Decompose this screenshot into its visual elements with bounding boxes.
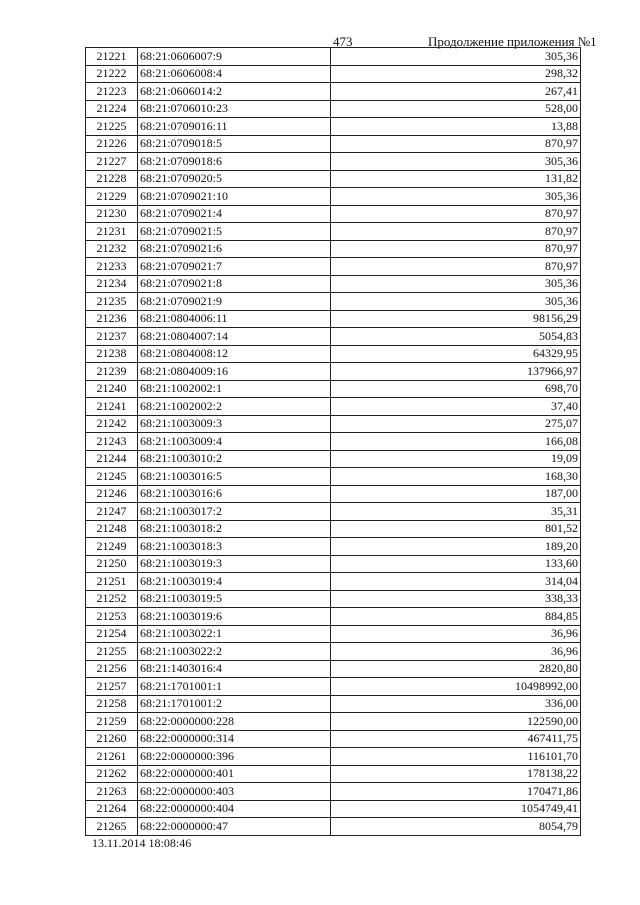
cadastral-number-cell: 68:21:0606014:2	[138, 83, 331, 101]
row-number-cell: 21227	[86, 153, 138, 171]
table-row	[86, 695, 581, 713]
row-number-cell: 21234	[86, 275, 138, 293]
cadastral-number-cell: 68:21:0804009:16	[138, 363, 331, 381]
row-number-cell: 21235	[86, 293, 138, 311]
row-number-cell: 21256	[86, 660, 138, 678]
cadastral-number-cell: 68:21:1002002:2	[138, 398, 331, 416]
table-row	[86, 345, 581, 363]
page-number: 473	[333, 34, 353, 49]
cadastral-number-cell: 68:22:0000000:401	[138, 765, 331, 783]
row-number-cell: 21260	[86, 730, 138, 748]
cadastral-number-cell: 68:22:0000000:404	[138, 800, 331, 818]
value-cell: 467411,75	[331, 730, 581, 748]
table-row	[86, 800, 581, 818]
table-row	[86, 643, 581, 661]
value-cell: 698,70	[331, 380, 581, 398]
value-cell: 298,32	[331, 65, 581, 83]
value-cell: 131,82	[331, 170, 581, 188]
value-cell: 870,97	[331, 223, 581, 241]
value-cell: 13,88	[331, 118, 581, 136]
cadastral-number-cell: 68:21:1003016:6	[138, 485, 331, 503]
value-cell: 36,96	[331, 643, 581, 661]
value-cell: 870,97	[331, 205, 581, 223]
value-cell: 305,36	[331, 48, 581, 66]
value-cell: 35,31	[331, 503, 581, 521]
row-number-cell: 21246	[86, 485, 138, 503]
cadastral-number-cell: 68:21:1003019:5	[138, 590, 331, 608]
table-row	[86, 380, 581, 398]
cadastral-number-cell: 68:21:0804007:14	[138, 328, 331, 346]
cadastral-number-cell: 68:21:1003009:3	[138, 415, 331, 433]
row-number-cell: 21245	[86, 468, 138, 486]
row-number-cell: 21224	[86, 100, 138, 118]
row-number-cell: 21237	[86, 328, 138, 346]
table-row	[86, 65, 581, 83]
row-number-cell: 21238	[86, 345, 138, 363]
cadastral-number-cell: 68:22:0000000:396	[138, 748, 331, 766]
row-number-cell: 21244	[86, 450, 138, 468]
row-number-cell: 21255	[86, 643, 138, 661]
cadastral-number-cell: 68:21:1003017:2	[138, 503, 331, 521]
value-cell: 870,97	[331, 240, 581, 258]
cadastral-number-cell: 68:21:1701001:2	[138, 695, 331, 713]
row-number-cell: 21225	[86, 118, 138, 136]
cadastral-number-cell: 68:21:0709021:5	[138, 223, 331, 241]
row-number-cell: 21230	[86, 205, 138, 223]
cadastral-number-cell: 68:21:0709021:6	[138, 240, 331, 258]
cadastral-number-cell: 68:21:0709016:11	[138, 118, 331, 136]
row-number-cell: 21252	[86, 590, 138, 608]
cadastral-number-cell: 68:21:1003022:2	[138, 643, 331, 661]
cadastral-number-cell: 68:21:0709021:9	[138, 293, 331, 311]
row-number-cell: 21229	[86, 188, 138, 206]
row-number-cell: 21257	[86, 678, 138, 696]
value-cell: 189,20	[331, 538, 581, 556]
row-number-cell: 21236	[86, 310, 138, 328]
cadastral-number-cell: 68:21:1002002:1	[138, 380, 331, 398]
cadastral-number-cell: 68:21:1003010:2	[138, 450, 331, 468]
value-cell: 336,00	[331, 695, 581, 713]
table-row	[86, 748, 581, 766]
value-cell: 19,09	[331, 450, 581, 468]
row-number-cell: 21261	[86, 748, 138, 766]
cadastral-number-cell: 68:21:1003018:3	[138, 538, 331, 556]
row-number-cell: 21253	[86, 608, 138, 626]
table-row	[86, 783, 581, 801]
value-cell: 1054749,41	[331, 800, 581, 818]
row-number-cell: 21251	[86, 573, 138, 591]
cadastral-number-cell: 68:21:0709021:10	[138, 188, 331, 206]
row-number-cell: 21231	[86, 223, 138, 241]
table-row	[86, 468, 581, 486]
table-row	[86, 818, 581, 836]
value-cell: 98156,29	[331, 310, 581, 328]
appendix-continuation-note: Продолжение приложения №1	[428, 34, 597, 49]
value-cell: 870,97	[331, 258, 581, 276]
value-cell: 314,04	[331, 573, 581, 591]
row-number-cell: 21240	[86, 380, 138, 398]
cadastral-number-cell: 68:21:0709018:5	[138, 135, 331, 153]
table-row	[86, 328, 581, 346]
cadastral-number-cell: 68:21:1403016:4	[138, 660, 331, 678]
row-number-cell: 21259	[86, 713, 138, 731]
value-cell: 305,36	[331, 275, 581, 293]
row-number-cell: 21226	[86, 135, 138, 153]
cadastral-number-cell: 68:21:0606007:9	[138, 48, 331, 66]
value-cell: 305,36	[331, 188, 581, 206]
table-row	[86, 520, 581, 538]
cadastral-number-cell: 68:21:1003019:6	[138, 608, 331, 626]
value-cell: 168,30	[331, 468, 581, 486]
row-number-cell: 21241	[86, 398, 138, 416]
table-row	[86, 153, 581, 171]
cadastral-number-cell: 68:21:0709018:6	[138, 153, 331, 171]
cadastral-number-cell: 68:21:1003016:5	[138, 468, 331, 486]
value-cell: 116101,70	[331, 748, 581, 766]
value-cell: 8054,79	[331, 818, 581, 836]
table-row	[86, 170, 581, 188]
value-cell: 305,36	[331, 153, 581, 171]
cadastral-number-cell: 68:22:0000000:47	[138, 818, 331, 836]
value-cell: 884,85	[331, 608, 581, 626]
value-cell: 37,40	[331, 398, 581, 416]
table-row	[86, 503, 581, 521]
value-cell: 170471,86	[331, 783, 581, 801]
row-number-cell: 21222	[86, 65, 138, 83]
cadastral-number-cell: 68:21:1003019:4	[138, 573, 331, 591]
table-row	[86, 765, 581, 783]
row-number-cell: 21228	[86, 170, 138, 188]
cadastral-number-cell: 68:21:0709021:4	[138, 205, 331, 223]
value-cell: 166,08	[331, 433, 581, 451]
table-row	[86, 555, 581, 573]
cadastral-number-cell: 68:21:1003009:4	[138, 433, 331, 451]
value-cell: 5054,83	[331, 328, 581, 346]
table-row	[86, 660, 581, 678]
table-row	[86, 100, 581, 118]
cadastral-number-cell: 68:21:0804008:12	[138, 345, 331, 363]
row-number-cell: 21239	[86, 363, 138, 381]
table-row	[86, 678, 581, 696]
cadastral-number-cell: 68:21:0709021:8	[138, 275, 331, 293]
value-cell: 801,52	[331, 520, 581, 538]
table-row	[86, 223, 581, 241]
table-row	[86, 713, 581, 731]
value-cell: 133,60	[331, 555, 581, 573]
value-cell: 305,36	[331, 293, 581, 311]
table-row	[86, 730, 581, 748]
row-number-cell: 21263	[86, 783, 138, 801]
row-number-cell: 21221	[86, 48, 138, 66]
table-row	[86, 135, 581, 153]
cadastral-number-cell: 68:22:0000000:314	[138, 730, 331, 748]
row-number-cell: 21243	[86, 433, 138, 451]
row-number-cell: 21232	[86, 240, 138, 258]
value-cell: 338,33	[331, 590, 581, 608]
row-number-cell: 21258	[86, 695, 138, 713]
register-table-body	[86, 48, 581, 836]
row-number-cell: 21247	[86, 503, 138, 521]
table-row	[86, 310, 581, 328]
cadastral-number-cell: 68:21:1003018:2	[138, 520, 331, 538]
cadastral-number-cell: 68:21:0709021:7	[138, 258, 331, 276]
table-row	[86, 48, 581, 66]
cadastral-number-cell: 68:21:0706010:23	[138, 100, 331, 118]
cadastral-number-cell: 68:21:0606008:4	[138, 65, 331, 83]
value-cell: 10498992,00	[331, 678, 581, 696]
table-row	[86, 433, 581, 451]
table-row	[86, 485, 581, 503]
table-row	[86, 538, 581, 556]
table-row	[86, 258, 581, 276]
table-row	[86, 205, 581, 223]
row-number-cell: 21265	[86, 818, 138, 836]
cadastral-number-cell: 68:21:0709020:5	[138, 170, 331, 188]
print-timestamp: 13.11.2014 18:08:46	[92, 836, 192, 850]
cadastral-number-cell: 68:22:0000000:228	[138, 713, 331, 731]
table-row	[86, 240, 581, 258]
value-cell: 528,00	[331, 100, 581, 118]
value-cell: 187,00	[331, 485, 581, 503]
value-cell: 275,07	[331, 415, 581, 433]
value-cell: 122590,00	[331, 713, 581, 731]
cadastral-number-cell: 68:21:1701001:1	[138, 678, 331, 696]
table-row	[86, 118, 581, 136]
table-row	[86, 363, 581, 381]
table-row	[86, 450, 581, 468]
table-row	[86, 625, 581, 643]
cadastral-number-cell: 68:22:0000000:403	[138, 783, 331, 801]
table-row	[86, 188, 581, 206]
value-cell: 137966,97	[331, 363, 581, 381]
row-number-cell: 21223	[86, 83, 138, 101]
row-number-cell: 21242	[86, 415, 138, 433]
value-cell: 267,41	[331, 83, 581, 101]
cadastral-number-cell: 68:21:1003022:1	[138, 625, 331, 643]
row-number-cell: 21233	[86, 258, 138, 276]
table-row	[86, 608, 581, 626]
value-cell: 870,97	[331, 135, 581, 153]
row-number-cell: 21264	[86, 800, 138, 818]
row-number-cell: 21249	[86, 538, 138, 556]
table-row	[86, 398, 581, 416]
table-row	[86, 590, 581, 608]
table-row	[86, 293, 581, 311]
cadastral-number-cell: 68:21:1003019:3	[138, 555, 331, 573]
row-number-cell: 21248	[86, 520, 138, 538]
value-cell: 36,96	[331, 625, 581, 643]
row-number-cell: 21254	[86, 625, 138, 643]
row-number-cell: 21250	[86, 555, 138, 573]
value-cell: 64329,95	[331, 345, 581, 363]
register-table	[85, 47, 581, 836]
value-cell: 178138,22	[331, 765, 581, 783]
cadastral-number-cell: 68:21:0804006:11	[138, 310, 331, 328]
row-number-cell: 21262	[86, 765, 138, 783]
table-row	[86, 573, 581, 591]
table-row	[86, 275, 581, 293]
value-cell: 2820,80	[331, 660, 581, 678]
table-row	[86, 415, 581, 433]
table-row	[86, 83, 581, 101]
